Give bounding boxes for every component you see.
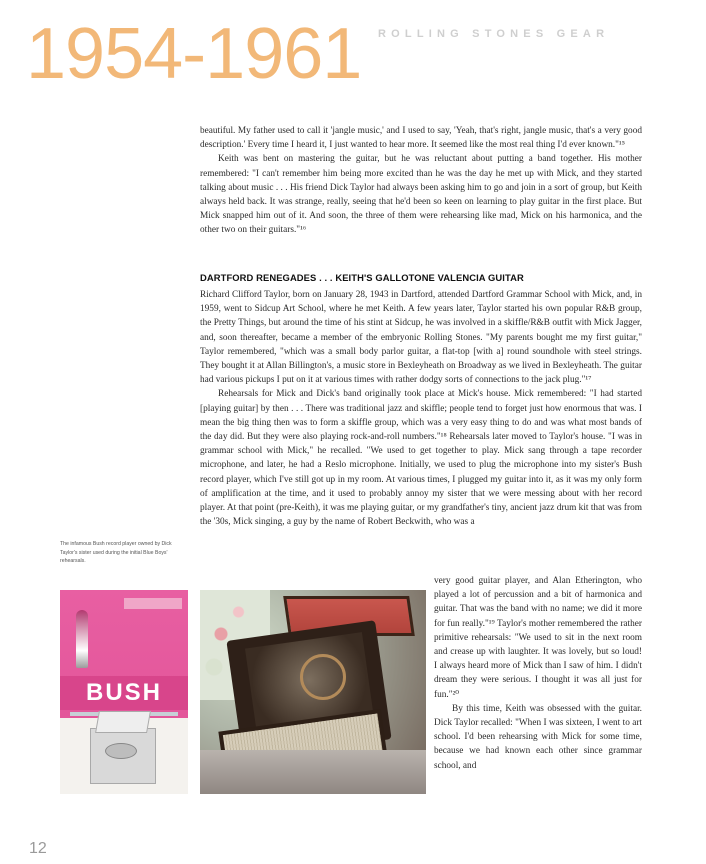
intro-text (200, 124, 642, 238)
section-running-head: ROLLING STONES GEAR (378, 28, 610, 40)
rug (200, 750, 426, 794)
narrow-paragraph-1: very good guitar player, and Alan Etherington, who played a lot of percussion and a bit of harmonica and guitar. That was the band with no name; we did it more for fun really."¹⁹ Taylor's mother remembered the rather primitive rehearsals: "We used to sit in the next room and crease up with laughter. It was lovely, but so loud! I always heard more of Mick than I saw of him. I didn't dream they were serious. I thought it was all just for fun."²⁰ (434, 576, 642, 700)
manual-record-player-illustration (90, 728, 156, 784)
bush-manual-photo (60, 590, 188, 794)
section-paragraph-1: Richard Clifford Taylor, born on January 28, 1943 in Dartford, attended Dartford Grammar School with Mick, and, in 1959, went to Sidcup Art School, where he met Keith. A few years later, Taylor started his own popular R&B group, the Pretty Things, but around the time of his stint at Sidcup, he was involved in a skiffle/R&B outfit with Mick Jagger, and, soon thereafter, became a member of the embryonic Rolling Stones. "My parents bought me my first guitar," Taylor remembered, "which was a small body parlor guitar, a flat-top [with a] round soundhole with steel strings. They bought it at Allan Billington's, a music store in Bexleyheath on Broadway as we lived in Bexleyheath. The guitar had various pickups I put on it at various times with rather dodgy sorts of connections to the jack plug."¹⁷ (200, 290, 642, 386)
player-tonearm (300, 654, 346, 700)
section-paragraph-2: Rehearsals for Mick and Dick's band originally took place at Mick's house. Mick remembered: "I had started [playing guitar] by then . . . There was traditional jazz and skiffle; people tend to forget just how enormous that was. I mean the big thing then was to form a skiffle group, which was a very easy thing to do and was what most bands of the day did. But they were also playing rock-and-roll numbers."¹⁸ Rehearsals later moved to Taylor's house. "I was in grammar school with Mick," he recalled. "We used to get together to play. Mick sang through a tape recorder microphone, and later, he had a Reslo microphone. Initially, we used to plug the microphone into my sister's Bush record player, which I've still got up in my room. At various times, I plugged my guitar into it, as it was my only form of amplification at the time, and it used to probably annoy my sister that we were messing about with her record player. At that point (pre-Keith), it was me playing guitar, or my grandfather's tiny, ancient jazz drum kit that was from the '30s, Mick singing, a guy by the name of Robert Beckwith, who was a (200, 389, 642, 528)
manual-flame-graphic (76, 610, 88, 668)
section-text (200, 288, 642, 529)
bush-logo: BUSH (60, 676, 188, 710)
manual-tag (124, 598, 182, 609)
record-player-photo (200, 590, 426, 794)
section-heading: DARTFORD RENEGADES . . . KEITH'S GALLOTONE VALENCIA GUITAR (200, 272, 524, 283)
manual-player-lid (95, 711, 151, 733)
intro-paragraph-1: beautiful. My father used to call it 'jangle music,' and I used to say, 'Yeah, that's right, jangle music, that's a very good description.' Every time I heard it, I just wanted to hear more. It seemed like the most real thing I'd ever known."¹⁵ (200, 126, 642, 151)
narrow-paragraph-2: By this time, Keith was obsessed with the guitar. Dick Taylor recalled: "When I was sixteen, I went to art school. I'd been rehearsing with Mick for some time, because we had known each other since grammar school, and (434, 703, 642, 771)
intro-paragraph-2: Keith was bent on mastering the guitar, but he was reluctant about putting a band together. His mother remembered: "I can't remember him being more excited than he was the day he met up with Mick, and they started talking about music . . . His friend Dick Taylor had always been asking him to go and join in a sort of group, but Keith always held back. It was strange, really, seeing that he'd been so keen on learning to play guitar in the first place. But Mick snapped him out of it. And soon, the three of them were rehearsing like mad, Mick on his harmonica, and the other two on their guitars."¹⁶ (200, 154, 642, 236)
page-number: 12 (29, 840, 47, 857)
narrow-text (434, 574, 642, 773)
page-year-heading: 1954-1961 (26, 14, 362, 94)
photo-caption: The infamous Bush record player owned by Dick Taylor's sister used during the initial Blue Boys' rehearsals. (60, 541, 172, 565)
manual-player-platter (105, 743, 137, 759)
